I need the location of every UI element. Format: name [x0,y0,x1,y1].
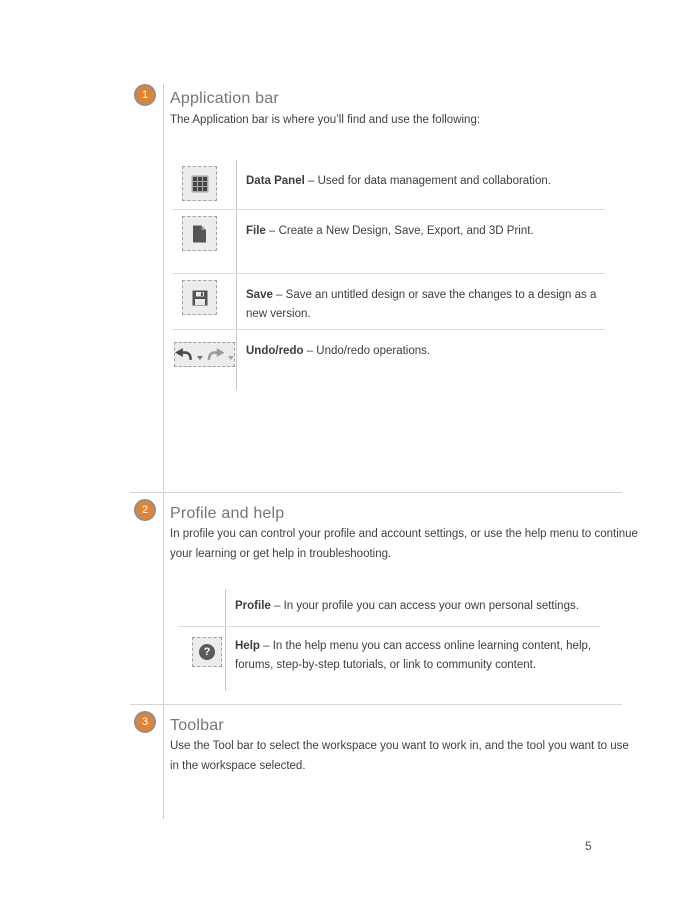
section-left-rule [163,84,164,490]
row-description: Data Panel – Used for data management and collaboration. [246,175,551,187]
section-number-badge: 1 [134,84,156,106]
undo-arrow-glyph [175,348,193,361]
section-title: Application bar [170,90,279,107]
section-application-bar [130,84,622,490]
floppy-glyph [192,290,208,306]
section-intro: In profile you can control your profile and account settings, or use the help menu to continue your learning or get help in troubleshooting. [170,528,638,560]
dropdown-caret-icon [228,356,234,360]
redo-arrow-glyph [207,348,225,361]
row-description: Save – Save an untitled design or save the changes to a design as a new version. [246,289,597,320]
row-description: Help – In the help menu you can access online learning content, help, forums, step-by-step tutorials, or link to community content. [235,640,592,671]
row-description: File – Create a New Design, Save, Export, and 3D Print. [246,225,534,237]
document-glyph [192,225,207,243]
section-left-rule [163,493,164,705]
table-row [172,330,605,390]
table-row [172,274,605,330]
grid-glyph [191,175,209,193]
section-title: Toolbar [170,717,224,734]
section-number-badge: 3 [134,711,156,733]
file-icon [182,216,217,251]
empty-icon-cell [178,589,226,626]
section-left-rule [163,705,164,819]
table-row [172,160,605,210]
section-intro: The Application bar is where you’ll find and use the following: [170,114,481,126]
table-row [178,627,600,691]
profile-help-table [178,589,600,691]
data-panel-icon [182,166,217,201]
section-title: Profile and help [170,505,285,522]
table-row [172,210,605,274]
table-row [178,589,600,627]
row-description: Profile – In your profile you can access your own personal settings. [235,600,579,612]
section-profile-and-help [130,492,638,705]
section-number-badge: 2 [134,499,156,521]
page-number: 5 [585,839,592,853]
dropdown-caret-icon [197,356,203,360]
help-icon [192,637,222,667]
application-bar-table [172,160,605,390]
save-icon [182,280,217,315]
section-intro: Use the Tool bar to select the workspace you want to work in, and the tool you want to use in the workspace selected. [170,740,629,772]
row-description: Undo/redo – Undo/redo operations. [246,345,431,357]
question-mark-glyph: ? [199,644,215,660]
section-toolbar [130,704,629,821]
undo-redo-icon [174,342,235,367]
